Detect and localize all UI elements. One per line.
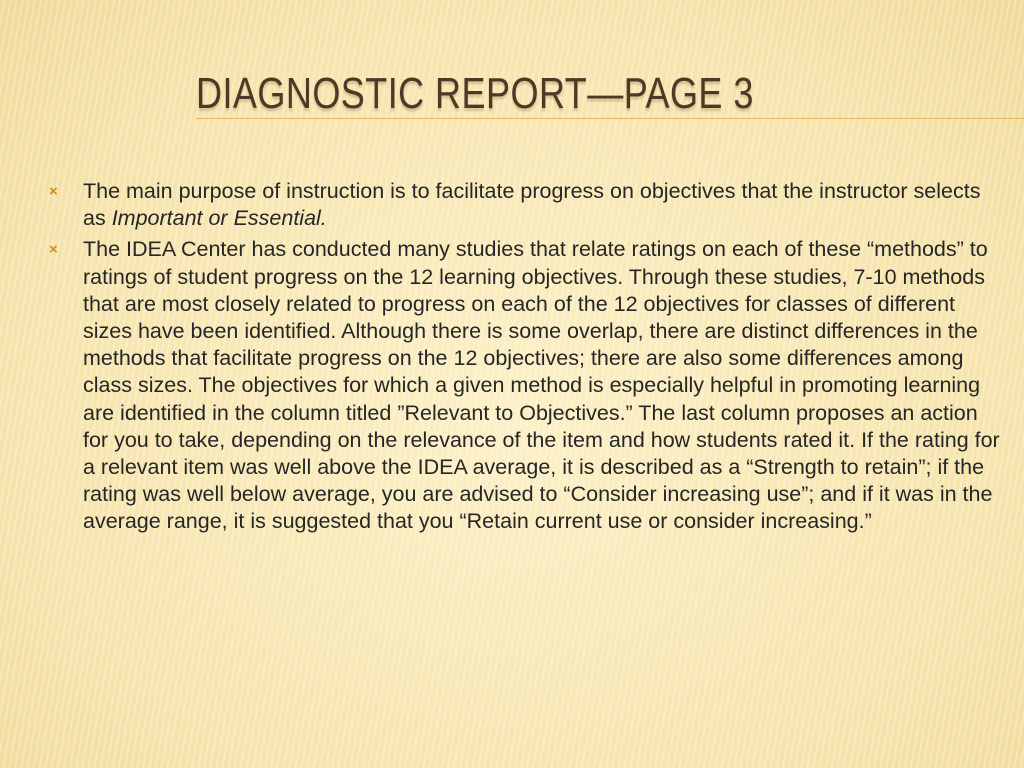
bullet-item [48,236,1008,535]
bullet-text: The main purpose of instruction is to facilitate progress on objectives that the instructor selects as [83,179,981,231]
bullet-item [48,178,1008,232]
title-underline [196,118,1024,119]
x-bullet-icon: × [49,241,58,259]
x-bullet-icon: × [49,183,58,200]
bullet-text: The IDEA Center has conducted many studies that relate ratings on each of these “methods” to ratings of student progress on the 12 learning objectives. Through these studies, 7-10 methods that are most closely related to progress on each of the 12 objectives for classes of different sizes have been identified. Although there is some overlap, there are distinct differences in the methods that facilitate progress on the 12 objectives; there are also some differences among class sizes. The objectives for which a given method is especially helpful in promoting learning are identified in the column titled ”Relevant to Objectives.” The last column proposes an action for you to take, depending on the relevance of the item and how students rated it. If the rating for a relevant item was well above the IDEA average, it is described as a “Strength to retain”; if the rating was well below average, you are advised to “Consider increasing use”; and if it was in the average range, it is suggested that you “Retain current use or consider increasing.” [83,237,1000,534]
bullet-list [48,178,1008,540]
bullet-emphasis: Important or Essential. [111,206,327,231]
slide-title: DIAGNOSTIC REPORT—PAGE 3 [196,69,754,118]
